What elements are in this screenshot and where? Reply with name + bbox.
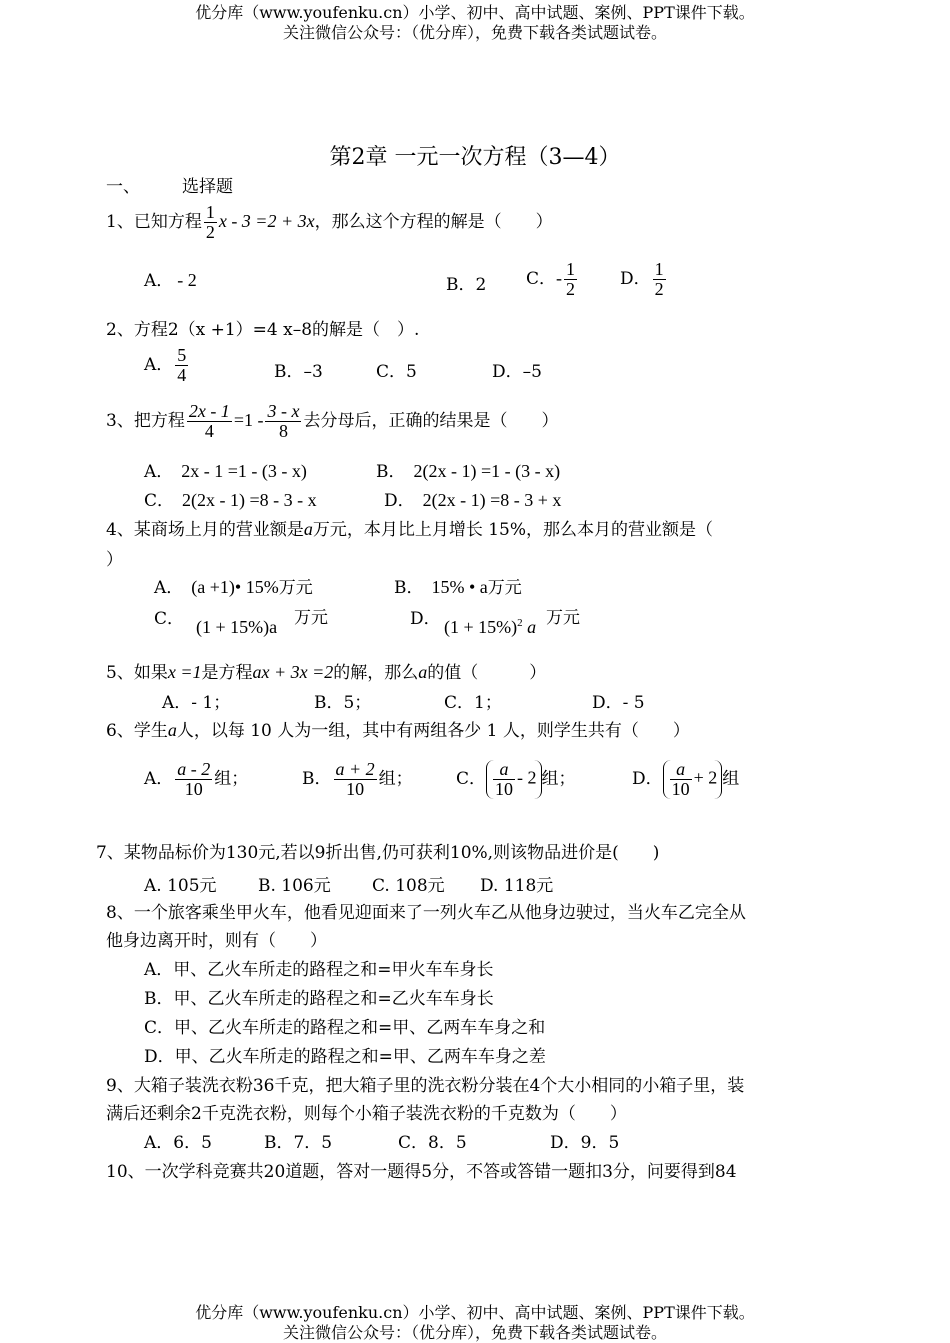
q1-suffix: ，那么这个方程的解是（ ）: [314, 211, 553, 232]
footer-line-2: 关注微信公众号：（优分库），免费下载各类试题试卷。: [282, 1323, 667, 1342]
q6-c-den: 10: [495, 778, 514, 799]
q4-option-b: [394, 573, 522, 598]
q7-option-c: C. 108元: [372, 876, 445, 896]
q7-option-b: B. 106元: [258, 876, 331, 896]
q7-option-a: A. 105元: [144, 876, 217, 896]
q3-f2-den: 8: [265, 421, 301, 441]
q3-c-label: C．: [144, 491, 175, 511]
q5-option-a: A．- 1；: [162, 693, 231, 713]
q6-c-paren: [486, 760, 542, 799]
q1-d-fraction: [653, 260, 666, 299]
q7-option-d: D. 118元: [480, 876, 554, 896]
q4-option-a: [154, 573, 313, 598]
q5-mid2: 的解，那么: [333, 663, 419, 683]
q1-equation: x - 3 =2 + 3x: [218, 210, 315, 231]
q3-option-c: [144, 486, 317, 511]
q1-d-den: 2: [654, 278, 664, 299]
q6-option-d: [632, 760, 739, 799]
header-line-1: 优分库（www.youfenku.cn）小学、初中、高中试题、案例、PPT课件下载。: [195, 3, 755, 22]
q4-b-unit: 万元: [487, 578, 522, 598]
q6-d-paren: [663, 760, 723, 799]
q4-d-exp: 2: [517, 617, 523, 629]
q6-b-den: 10: [334, 779, 377, 799]
q9-option-b: B．7．5: [264, 1133, 333, 1153]
question-4-stem: [106, 515, 713, 540]
q5-condition: x =1: [167, 662, 202, 682]
q6-suffix: 人，以每 10 人为一组，其中有两组各少 1 人，则学生共有（ ）: [176, 721, 690, 741]
question-5-stem: [106, 658, 546, 683]
q4-a-label: A．: [154, 578, 184, 598]
q3-a-label: A．: [144, 462, 174, 482]
q6-var: a: [167, 720, 177, 740]
q6-d-label: D．: [632, 768, 663, 789]
q4-d-var: a: [527, 617, 537, 637]
q1-a-label: A．: [144, 271, 174, 291]
q5-equation: ax + 3x =2: [252, 662, 334, 682]
question-4-stem-end: ）: [106, 550, 123, 570]
q6-a-fraction: [175, 760, 212, 799]
q1-option-d: [620, 260, 668, 299]
q4-b-label: B．: [394, 578, 424, 598]
q1-frac-den: 2: [205, 221, 215, 242]
q3-c-value: 2(2x - 1) =8 - 3 - x: [182, 490, 317, 510]
q5-var: a: [418, 662, 428, 682]
q3-d-value: 2(2x - 1) =8 - 3 + x: [422, 490, 562, 510]
q4-option-d-value: [444, 617, 536, 638]
q8-option-d: D．甲、乙火车所走的路程之和=甲、乙两车车身之差: [144, 1047, 546, 1067]
q1-c-den: 2: [566, 278, 576, 299]
q4-line1: 4、某商场上月的营业额是: [106, 520, 304, 540]
q1-prefix: 1、已知方程: [106, 211, 202, 232]
q2-a-fraction: [175, 346, 188, 385]
q1-d-num: 1: [654, 259, 664, 279]
q5-mid: 是方程: [201, 663, 253, 683]
q2-option-a: [144, 346, 190, 385]
q3-suffix: 去分母后，正确的结果是（ ）: [303, 410, 559, 431]
q3-a-value: 2x - 1 =1 - (3 - x): [181, 461, 307, 481]
q6-a-unit: 组；: [214, 768, 249, 789]
q3-fraction-1: [187, 402, 232, 441]
question-2-stem: 2、方程2（x +1）=4 x–8的解是（ ）.: [106, 320, 420, 340]
q1-d-label: D．: [620, 268, 651, 289]
q8-option-a: A．甲、乙火车所走的路程之和=甲火车车身长: [144, 960, 494, 980]
q2-option-d: D．–5: [492, 362, 542, 382]
question-8-stem-line2: 他身边离开时，则有（ ）: [106, 931, 327, 951]
footer-line-1: 优分库（www.youfenku.cn）小学、初中、高中试题、案例、PPT课件下载。: [195, 1303, 755, 1322]
q1-option-a: [144, 266, 197, 291]
q1-option-c: [526, 260, 579, 299]
q6-d-num: a: [676, 759, 686, 779]
q3-prefix: 3、把方程: [106, 410, 185, 431]
q6-d-rest: + 2: [693, 767, 718, 788]
question-9-stem-line1: 9、大箱子装洗衣粉36千克，把大箱子里的洗衣粉分装在4个大小相同的小箱子里，装: [106, 1076, 745, 1096]
q5-option-d: D．- 5: [592, 693, 645, 713]
q6-a-den: 10: [175, 779, 212, 799]
q1-option-b: B．2: [446, 275, 487, 295]
q4-d-base: (1 + 15%): [444, 617, 518, 637]
q5-option-b: B．5；: [314, 693, 372, 713]
question-3-stem: [106, 402, 558, 441]
q5-prefix: 5、如果: [106, 663, 168, 683]
q6-option-c: [456, 760, 576, 799]
q6-d-fraction: [670, 760, 692, 799]
q9-option-d: D．9．5: [550, 1133, 620, 1153]
q2-a-num: 5: [177, 345, 187, 365]
q9-option-a: A．6．5: [144, 1133, 212, 1153]
section-number: 一、: [106, 177, 140, 197]
q4-a-unit: 万元: [278, 578, 313, 598]
q1-c-fraction: [564, 260, 577, 299]
q3-f1-num: 2x - 1: [188, 401, 230, 421]
q6-a-label: A．: [144, 768, 174, 789]
q3-fraction-2: [265, 402, 301, 441]
q3-b-value: 2(2x - 1) =1 - (3 - x): [413, 461, 561, 481]
q6-d-unit: 组: [722, 768, 740, 789]
q8-option-c: C．甲、乙火车所走的路程之和=甲、乙两车车身之和: [144, 1018, 546, 1038]
q6-b-fraction: [334, 760, 377, 799]
q6-c-label: C．: [456, 768, 487, 789]
q1-frac-num: 1: [205, 202, 215, 222]
q6-c-rest: - 2: [517, 767, 537, 788]
section-label: 选择题: [182, 177, 233, 197]
question-10-stem-line1: 10、一次学科竞赛共20道题，答对一题得5分，不答或答错一题扣3分，问要得到84: [106, 1162, 737, 1182]
q1-a-value: - 2: [177, 270, 197, 290]
q6-c-unit: 组；: [541, 768, 576, 789]
q3-option-a: [144, 457, 307, 482]
header-line-2: 关注微信公众号：（优分库），免费下载各类试题试卷。: [282, 23, 667, 42]
q2-a-label: A．: [144, 354, 174, 375]
q6-option-b: [302, 760, 413, 799]
q3-option-b: [376, 457, 560, 482]
q6-d-den: 10: [671, 778, 690, 799]
q4-option-d-unit: 万元: [546, 608, 580, 628]
q6-c-fraction: [493, 760, 515, 799]
q4-line1b: 万元，本月比上月增长 15%，那么本月的营业额是（: [312, 520, 714, 540]
question-8-stem-line1: 8、一个旅客乘坐甲火车，他看见迎面来了一列火车乙从他身边驶过，当火车乙完全从: [106, 903, 746, 923]
q6-option-a: [144, 760, 248, 799]
q6-b-unit: 组；: [378, 768, 413, 789]
q3-mid: =1 -: [233, 409, 264, 430]
q4-var-a: a: [303, 519, 313, 539]
q4-b-value: 15% • a: [431, 577, 488, 597]
q1-c-sign: -: [556, 267, 563, 288]
q1-fraction: [204, 203, 217, 242]
q2-option-c: C．5: [376, 362, 417, 382]
q4-a-value: (a +1)• 15%: [191, 577, 279, 597]
q4-option-c-unit: 万元: [294, 608, 328, 628]
q6-b-num: a + 2: [335, 759, 375, 779]
q3-b-label: B．: [376, 462, 406, 482]
q3-option-d: [384, 486, 561, 511]
q1-c-label: C．: [526, 268, 557, 289]
q1-c-num: 1: [566, 259, 576, 279]
q6-c-num: a: [499, 759, 509, 779]
q3-d-label: D．: [384, 491, 415, 511]
question-7-stem: 7、某物品标价为130元,若以9折出售,仍可获利10%,则该物品进价是( ): [96, 843, 660, 863]
q2-option-b: B．–3: [274, 362, 323, 382]
q9-option-c: C．8．5: [398, 1133, 467, 1153]
q4-option-c-value: (1 + 15%)a: [196, 617, 278, 637]
q5-suffix: 的值（ ）: [427, 663, 547, 683]
q6-prefix: 6、学生: [106, 721, 168, 741]
page-title: 第2章 一元一次方程（3—4）: [329, 145, 621, 170]
q3-f2-num: 3 - x: [267, 401, 300, 421]
q2-a-den: 4: [177, 364, 187, 385]
q8-option-b: B．甲、乙火车所走的路程之和=乙火车车身长: [144, 989, 494, 1009]
q4-option-d-label: D．: [410, 609, 441, 629]
q6-b-label: B．: [302, 768, 332, 789]
question-9-stem-line2: 满后还剩余2千克洗衣粉，则每个小箱子装洗衣粉的千克数为（ ）: [106, 1104, 627, 1124]
question-6-stem: [106, 716, 690, 741]
q3-f1-den: 4: [187, 421, 232, 441]
question-1-stem: [106, 203, 553, 242]
q5-option-c: C．1；: [444, 693, 502, 713]
q6-a-num: a - 2: [177, 759, 211, 779]
q4-option-c-label: C．: [154, 609, 185, 629]
